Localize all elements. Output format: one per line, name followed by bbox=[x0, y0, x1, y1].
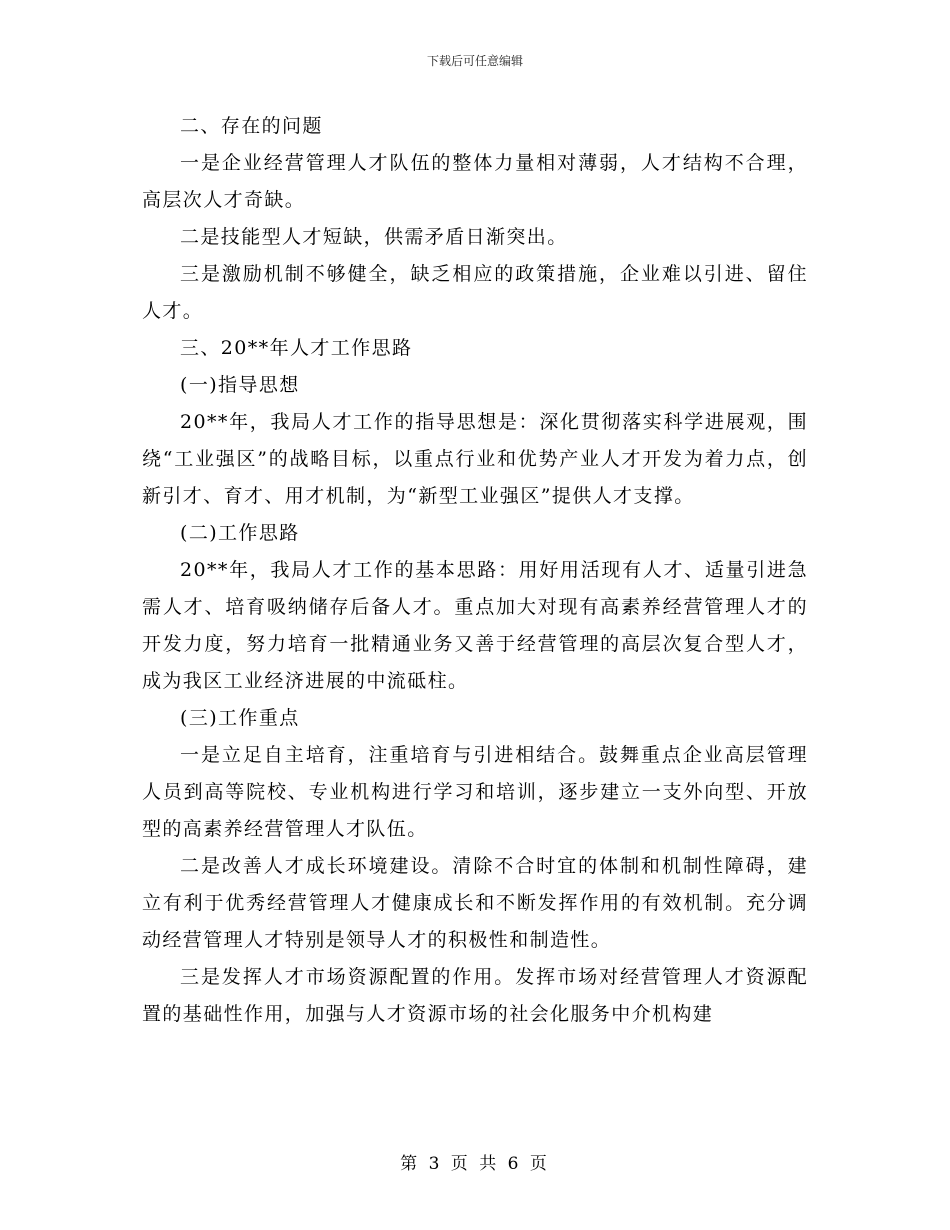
paragraph: 20**年，我局人才工作的指导思想是：深化贯彻落实科学进展观，围绕“工业强区”的战略目标，以重点行业和优势产业人才开发为着力点，创新引才、育才、用才机制，为“新型工业强区”提供人才支撑。 bbox=[142, 411, 808, 507]
section-heading-ideas: 三、20**年人才工作思路 bbox=[180, 337, 413, 359]
section-heading-problems: 二、存在的问题 bbox=[180, 115, 323, 137]
paragraph: 一是立足自主培育，注重培育与引进相结合。鼓舞重点企业高层管理人员到高等院校、专业机构进行学习和培训，逐步建立一支外向型、开放型的高素养经营管理人才队伍。 bbox=[142, 744, 808, 840]
paragraph: 二是改善人才成长环境建设。清除不合时宜的体制和机制性障碍，建立有利于优秀经营管理人才健康成长和不断发挥作用的有效机制。充分调动经营管理人才特别是领导人才的积极性和制造性。 bbox=[142, 855, 808, 951]
document-body bbox=[142, 108, 808, 1033]
subheading-guiding-ideology: (一)指导思想 bbox=[180, 374, 300, 396]
paragraph: 20**年，我局人才工作的基本思路：用好用活现有人才、适量引进急需人才、培育吸纳储存后备人才。重点加大对现有高素养经营管理人才的开发力度，努力培育一批精通业务又善于经营管理的高层次复合型人才，成为我区工业经济进展的中流砥柱。 bbox=[142, 559, 808, 692]
paragraph: 一是企业经营管理人才队伍的整体力量相对薄弱，人才结构不合理，高层次人才奇缺。 bbox=[142, 152, 808, 211]
header-note: 下载后可任意编辑 bbox=[426, 54, 523, 68]
subheading-work-focus: (三)工作重点 bbox=[180, 707, 300, 729]
paragraph: 三是发挥人才市场资源配置的作用。发挥市场对经营管理人才资源配置的基础性作用，加强与人才资源市场的社会化服务中介机构建 bbox=[142, 966, 808, 1025]
subheading-work-approach: (二)工作思路 bbox=[180, 522, 300, 544]
paragraph: 二是技能型人才短缺，供需矛盾日渐突出。 bbox=[180, 226, 568, 248]
paragraph: 三是激励机制不够健全，缺乏相应的政策措施，企业难以引进、留住人才。 bbox=[142, 263, 808, 322]
page-number-footer: 第 3 页 共 6 页 bbox=[400, 1154, 550, 1174]
